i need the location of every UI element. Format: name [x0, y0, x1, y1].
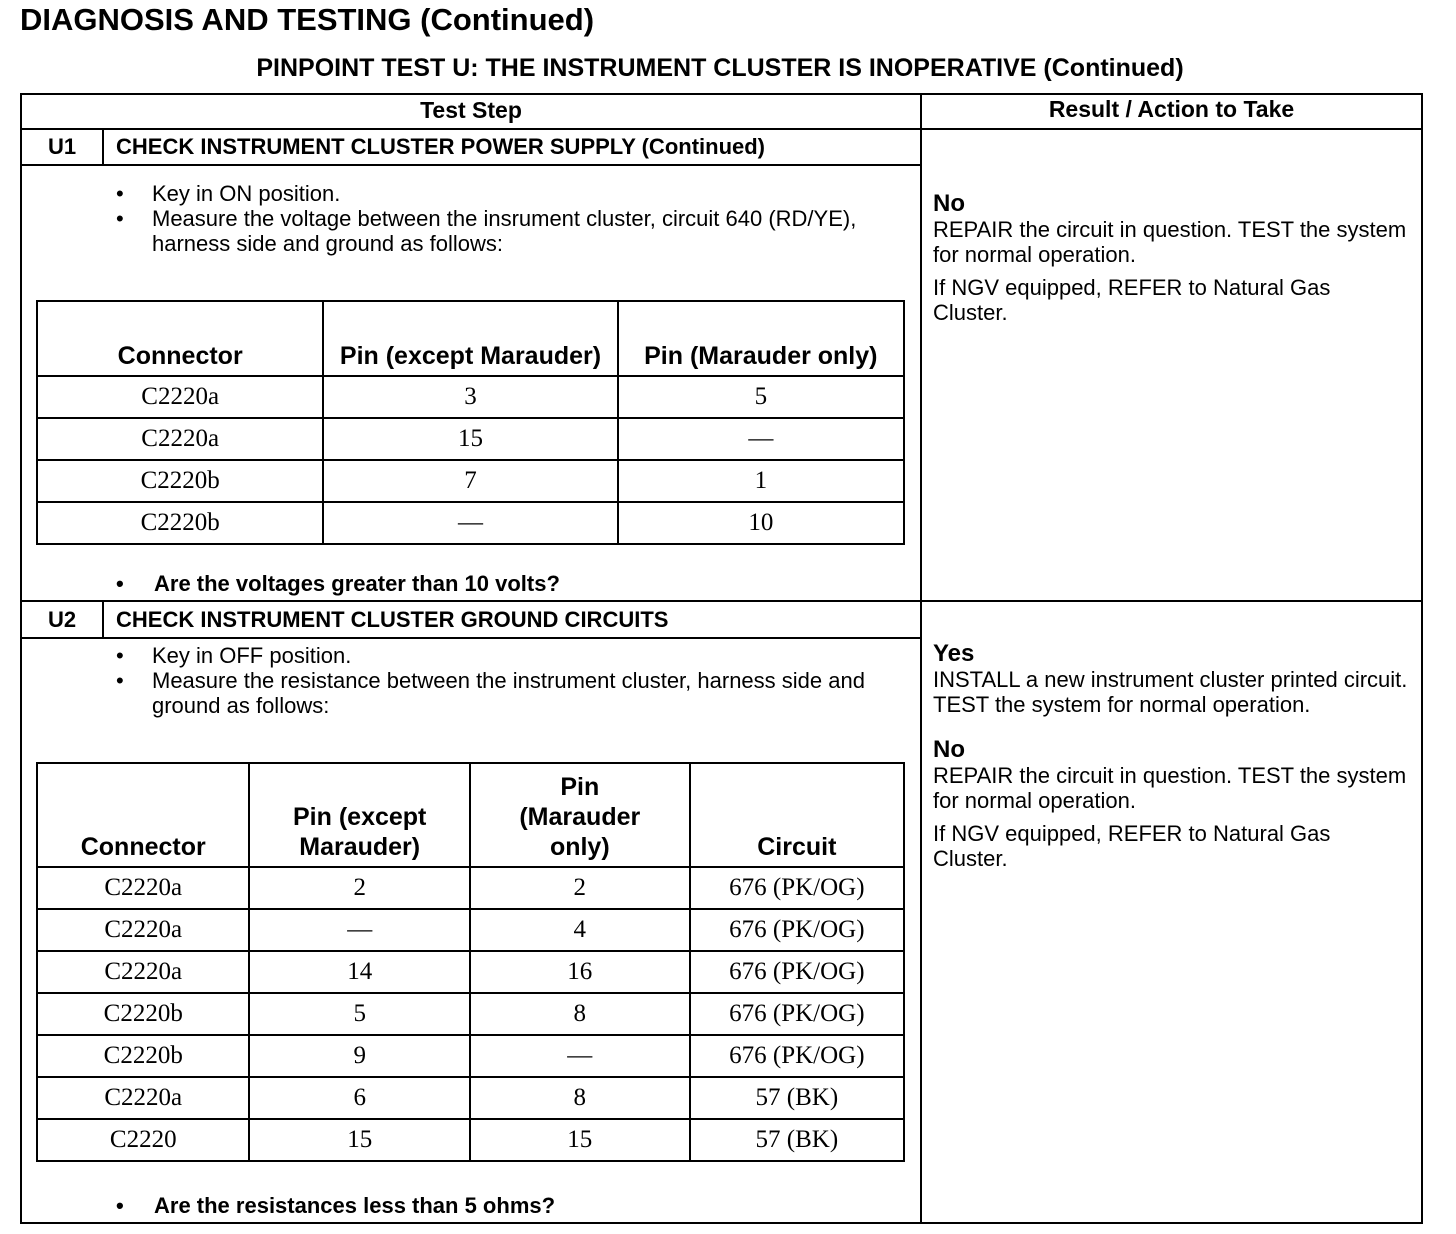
u2-table-header: Pin (Marauder only)	[470, 763, 690, 867]
table-cell: 676 (PK/OG)	[690, 909, 904, 951]
u2-table-header: Connector	[37, 763, 249, 867]
table-row	[37, 1077, 904, 1119]
table-row	[37, 993, 904, 1035]
table-cell: 14	[249, 951, 469, 993]
table-cell: 676 (PK/OG)	[690, 951, 904, 993]
u1-no-ngv-note: If NGV equipped, REFER to Natural Gas Cluster.	[933, 275, 1331, 325]
u1-instruction: • Measure the voltage between the insrument cluster, circuit 640 (RD/YE), harness side and ground as follows:	[116, 206, 906, 256]
u2-step-title: CHECK INSTRUMENT CLUSTER GROUND CIRCUITS	[116, 607, 669, 632]
table-cell: 9	[249, 1035, 469, 1077]
table-cell: C2220a	[37, 1077, 249, 1119]
u1-voltage-table	[36, 300, 905, 545]
table-cell: 4	[470, 909, 690, 951]
u1-result	[933, 191, 1413, 325]
u2-instruction: • Key in OFF position.	[116, 643, 906, 668]
table-cell: 15	[470, 1119, 690, 1161]
table-cell: C2220	[37, 1119, 249, 1161]
table-cell: 8	[470, 993, 690, 1035]
u2-no-ngv-note: If NGV equipped, REFER to Natural Gas Cluster.	[933, 821, 1331, 871]
u2-no-label: No	[933, 736, 965, 763]
table-cell: C2220a	[37, 418, 323, 460]
table-cell: 15	[323, 418, 617, 460]
table-cell: 676 (PK/OG)	[690, 1035, 904, 1077]
table-cell: 3	[323, 376, 617, 418]
u2-instructions	[116, 643, 906, 718]
test-step-header: Test Step	[420, 97, 522, 123]
table-cell: C2220a	[37, 867, 249, 909]
table-cell: C2220b	[37, 502, 323, 544]
u1-table-header: Connector	[37, 301, 323, 376]
table-row	[37, 460, 904, 502]
u1-table-header: Pin (except Marauder)	[323, 301, 617, 376]
table-row	[37, 867, 904, 909]
u1-id-divider	[102, 128, 104, 166]
u2-resistance-table	[36, 762, 905, 1162]
header-divider	[20, 128, 1423, 130]
table-row	[37, 909, 904, 951]
u2-no-action: REPAIR the circuit in question. TEST the system for normal operation.	[933, 763, 1407, 813]
u2-question	[116, 1193, 555, 1219]
table-cell: 57 (BK)	[690, 1119, 904, 1161]
table-cell: C2220a	[37, 376, 323, 418]
table-cell: 15	[249, 1119, 469, 1161]
table-row	[37, 1035, 904, 1077]
table-cell: 16	[470, 951, 690, 993]
pinpoint-test-title: PINPOINT TEST U: THE INSTRUMENT CLUSTER IS INOPERATIVE (Continued)	[256, 54, 1184, 82]
u2-instruction: • Measure the resistance between the instrument cluster, harness side and ground as follows:	[116, 668, 906, 718]
u1-no-label: No	[933, 190, 965, 217]
u2-question-text: Are the resistances less than 5 ohms?	[154, 1193, 556, 1218]
table-row	[37, 951, 904, 993]
table-cell: 7	[323, 460, 617, 502]
u1-table-header: Pin (Marauder only)	[618, 301, 904, 376]
table-cell: C2220b	[37, 1035, 249, 1077]
table-cell: —	[249, 909, 469, 951]
table-cell: C2220b	[37, 460, 323, 502]
u1-question	[116, 571, 560, 597]
table-cell: —	[323, 502, 617, 544]
u2-step-id: U2	[47, 607, 77, 632]
table-cell: 5	[618, 376, 904, 418]
page-title: DIAGNOSIS AND TESTING (Continued)	[20, 2, 595, 37]
table-row	[37, 418, 904, 460]
column-divider	[920, 93, 922, 1224]
table-cell: —	[470, 1035, 690, 1077]
table-cell: 57 (BK)	[690, 1077, 904, 1119]
table-cell: 2	[249, 867, 469, 909]
result-action-header: Result / Action to Take	[1048, 96, 1295, 122]
u1-instructions	[116, 181, 906, 256]
bullet: •	[116, 571, 124, 596]
table-cell: 2	[470, 867, 690, 909]
u1-step-title: CHECK INSTRUMENT CLUSTER POWER SUPPLY (Continued)	[116, 134, 766, 159]
u1-no-action: REPAIR the circuit in question. TEST the system for normal operation.	[933, 217, 1407, 267]
table-row	[37, 376, 904, 418]
u2-title-divider	[20, 637, 922, 639]
table-row	[37, 1119, 904, 1161]
table-cell: C2220b	[37, 993, 249, 1035]
table-cell: C2220a	[37, 951, 249, 993]
table-row	[37, 502, 904, 544]
u2-table-header: Pin (except Marauder)	[249, 763, 469, 867]
u1-question-text: Are the voltages greater than 10 volts?	[154, 571, 560, 596]
u2-table-header: Circuit	[690, 763, 904, 867]
u1-instruction: • Key in ON position.	[116, 181, 906, 206]
u1-title-divider	[20, 164, 922, 166]
u2-result	[933, 641, 1413, 871]
table-cell: 1	[618, 460, 904, 502]
bullet: •	[116, 1193, 124, 1218]
u2-yes-action: INSTALL a new instrument cluster printed circuit. TEST the system for normal operation.	[933, 667, 1408, 717]
u2-yes-label: Yes	[933, 640, 975, 667]
table-cell: 6	[249, 1077, 469, 1119]
u1-step-id: U1	[47, 134, 77, 159]
u2-id-divider	[102, 600, 104, 639]
table-cell: C2220a	[37, 909, 249, 951]
step-divider	[20, 600, 1423, 602]
table-cell: 5	[249, 993, 469, 1035]
table-cell: 8	[470, 1077, 690, 1119]
table-cell: 10	[618, 502, 904, 544]
table-cell: —	[618, 418, 904, 460]
table-cell: 676 (PK/OG)	[690, 993, 904, 1035]
table-cell: 676 (PK/OG)	[690, 867, 904, 909]
